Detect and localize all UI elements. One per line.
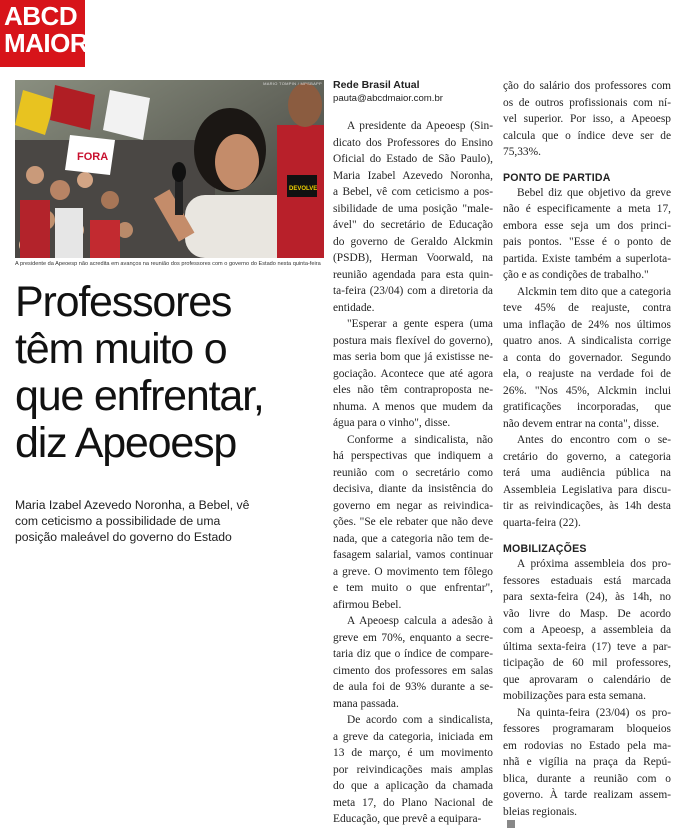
headline-line: Professores (15, 279, 325, 326)
text-line: (PSDB), Herman Voorwald, na (333, 250, 493, 267)
text-line: 13 de março, é um movimento (333, 745, 493, 762)
deck-line: posição maleável do governo do Estado (15, 529, 315, 545)
logo-line-1: ABCD (4, 3, 85, 30)
text-line: eles não têm contraproposta ne- (333, 382, 493, 399)
headline-line: têm muito o (15, 326, 325, 373)
text-line: fasagem salarial, vamos continuar (333, 547, 493, 564)
text-line: fessores estaduais está marcada (503, 573, 671, 590)
headline-line: que enfrentar, (15, 373, 325, 420)
text-line: vão livre do Masp. De acordo (503, 606, 671, 623)
text-line: gociação. Acontece que até agora (333, 366, 493, 383)
text-line: mana passada. (333, 696, 493, 713)
article-paragraph (503, 78, 671, 161)
text-line: ção do salário dos professores com (503, 78, 671, 95)
text-line: do governo de Geraldo Alckmin (333, 234, 493, 251)
article-photo (15, 80, 324, 258)
text-line: sibilidade de uma posição "male- (333, 201, 493, 218)
text-line: que aprovaram o calendário de (503, 672, 671, 689)
text-line: gratificações incorporadas, que (503, 399, 671, 416)
text-line: reunião agendada para esta quin- (333, 267, 493, 284)
text-line: cretário do governo, a categoria (503, 449, 671, 466)
headline (15, 279, 325, 467)
text-line: com a Apeoesp, a assembleia da (503, 622, 671, 639)
text-line: por reivindicações mais amplas (333, 762, 493, 779)
microphone-icon (172, 162, 186, 182)
text-line: em rodovias no Estado pela ma- (503, 738, 671, 755)
author-email[interactable]: pauta@abcdmaior.com.br (333, 92, 493, 106)
text-line: "Esperar a gente espera (uma (333, 316, 493, 333)
text-line: não é especificamente a meta 17, (503, 201, 671, 218)
banner-text: FORA (77, 151, 108, 163)
text-line: nada, que a categoria não tem de- (333, 531, 493, 548)
text-line: Assembleia Legislativa para discu- (503, 482, 671, 499)
text-line: governo. À tarde realizam assem- (503, 787, 671, 804)
text-line: a greve. O movimento tem fôlego (333, 564, 493, 581)
section-title-mobilizacoes: MOBILIZAÇÕES (503, 542, 671, 556)
text-line: vel superior. Por isso, a Apeoesp (503, 111, 671, 128)
text-line: Na quinta-feira (23/04) os pro- (503, 705, 671, 722)
text-line: uma inflação de 24% nos últimos (503, 317, 671, 334)
text-line: mobilizações para esta semana. (503, 688, 671, 705)
text-line: embora esse seja um dos princi- (503, 218, 671, 235)
text-line: a greve da categoria, iniciada em (333, 729, 493, 746)
text-line: afirmou Bebel. (333, 597, 493, 614)
text-line: quarta-feira (22). (503, 515, 671, 532)
text-line: governo em negar as reivindica- (333, 498, 493, 515)
text-line: reunião com o secretário como (333, 465, 493, 482)
text-line: há perspectivas que indiquem a (333, 448, 493, 465)
text-line: a Bebel, vê com ceticismo a pos- (333, 184, 493, 201)
text-line: não devem entrar na conta", disse. (503, 416, 671, 433)
article-paragraph (333, 712, 493, 828)
article-paragraph (503, 185, 671, 284)
text-line: decisiva, diante da insistência do (333, 481, 493, 498)
article-column-2 (503, 78, 671, 828)
text-line: terá uma audiência pública na (503, 465, 671, 482)
article-paragraph (333, 118, 493, 316)
text-line: ela, o reajuste na verdade foi de (503, 366, 671, 383)
text-line: blica, durante a reunião com o (503, 771, 671, 788)
text-line: Alckmin tem dito que a categoria (503, 284, 671, 301)
text-line: A próxima assembleia dos pro- (503, 556, 671, 573)
article-paragraph (333, 613, 493, 712)
text-line: para sexta-feira (24), às 14h, no (503, 589, 671, 606)
text-line: A presidente da Apeoesp (Sin- (333, 118, 493, 135)
text-line: De acordo com a sindicalista, (333, 712, 493, 729)
text-line: mas seria bom que já existisse ne- (333, 349, 493, 366)
text-line: dicato dos Professores do Ensino (333, 135, 493, 152)
end-of-article-mark (507, 820, 515, 828)
text-line: teve 45% de reajuste, contra (503, 300, 671, 317)
text-line: entidade. (333, 300, 493, 317)
subheadline (15, 497, 315, 545)
text-line: postura mais flexível do governo), (333, 333, 493, 350)
text-line: Bebel diz que objetivo da greve (503, 185, 671, 202)
text-line: os de outros profissionais com ní- (503, 95, 671, 112)
text-line: pais pontos. "Esse é o ponto de (503, 234, 671, 251)
text-line: a conta do governador. Segundo (503, 350, 671, 367)
text-line: e tem muito o que enfrentar", (333, 580, 493, 597)
protest-photo-illustration (15, 80, 324, 258)
article-paragraph (333, 316, 493, 432)
text-line: ta-feira (23/04) com a diretoria da (333, 283, 493, 300)
text-line: bleias regionais. (503, 804, 671, 828)
text-line: Antes do encontro com o se- (503, 432, 671, 449)
text-line: ção e as condições de trabalho." (503, 267, 671, 284)
article-paragraph (503, 705, 671, 828)
text-line: tir as reivindicações, às 14h desta (503, 498, 671, 515)
section-title-ponto-de-partida: PONTO DE PARTIDA (503, 171, 671, 185)
text-line: taria diz que o índice de compare- (333, 646, 493, 663)
text-line: nhã e vigília na praça da Repú- (503, 754, 671, 771)
text-line: meta 17, do Plano Nacional de (333, 795, 493, 812)
text-line: de aula foi de 93% durante a se- (333, 679, 493, 696)
text-line: Conforme a sindicalista, não (333, 432, 493, 449)
text-line: fessores programaram bloqueios (503, 721, 671, 738)
article-paragraph (503, 556, 671, 705)
article-paragraph (503, 284, 671, 433)
logo (0, 0, 85, 67)
text-line: do que a aplicação da chamada (333, 778, 493, 795)
article-paragraph (333, 432, 493, 614)
deck-line: Maria Izabel Azevedo Noronha, a Bebel, vê (15, 497, 315, 513)
crowd (15, 140, 215, 258)
logo-line-2: MAIOR (4, 30, 85, 57)
text-line: partida. Existe também a superlota- (503, 251, 671, 268)
text-line: ções. "Se ele rebater que não deve (333, 514, 493, 531)
text-line: quatro anos. A sindicalista corrige (503, 333, 671, 350)
article-paragraph (503, 432, 671, 531)
text-line: cimento dos professores em salas (333, 663, 493, 680)
article-column-1 (333, 78, 493, 828)
byline: Rede Brasil Atual (333, 78, 493, 92)
photo-caption: A presidente da Apeoesp não acredita em avanços na reunião dos professores com o governo do Estado nesta quinta-feira (15, 261, 325, 267)
shirt-text: DEVOLVE (289, 186, 317, 192)
text-line: calcula que o índice deve ser de (503, 128, 671, 145)
text-line: greve em 70%, enquanto a secre- (333, 630, 493, 647)
text-line: Maria Izabel Azevedo Noronha, (333, 168, 493, 185)
headline-line: diz Apeoesp (15, 420, 325, 467)
text-line: nhuma. A menos que mudem da (333, 399, 493, 416)
text-line: A Apeoesp calcula a adesão à (333, 613, 493, 630)
deck-line: com ceticismo a possibilidade de uma (15, 513, 315, 529)
text-line: 26%. "Nos 45%, Alckmin inclui (503, 383, 671, 400)
text-line: ável" do secretário de Educação (333, 217, 493, 234)
text-line: Educação, que prevê a equipara- (333, 811, 493, 828)
text-line: Oficial do Estado de São Paulo), (333, 151, 493, 168)
text-line: última sexta-feira (17) teve a par- (503, 639, 671, 656)
text-line: ticipação de 60 mil professores, (503, 655, 671, 672)
text-line: 75,33%. (503, 144, 671, 161)
photo-credit: MARIO TOMPIN / MPSBAPP (263, 81, 322, 86)
text-line: água para o vinho", disse. (333, 415, 493, 432)
